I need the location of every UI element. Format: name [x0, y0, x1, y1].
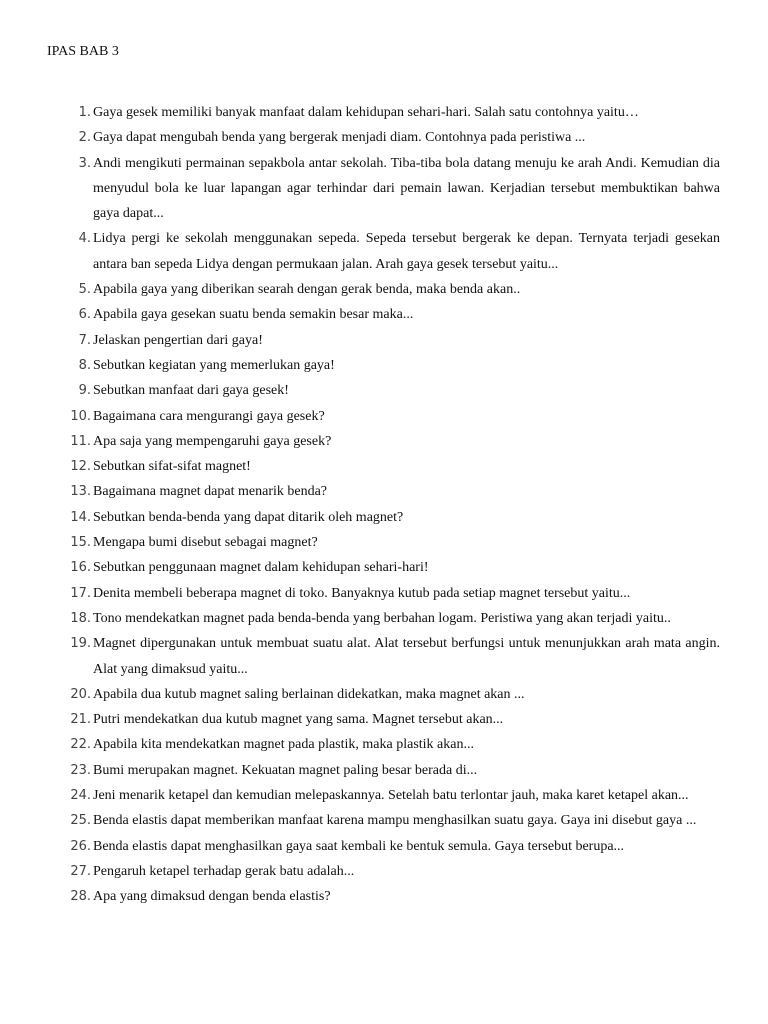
question-text: Bagaimana magnet dapat menarik benda? — [93, 484, 328, 500]
question-text: Sebutkan manfaat dari gaya gesek! — [93, 383, 289, 399]
question-number: 4. — [78, 231, 91, 247]
question-number: 28. — [70, 889, 91, 905]
question-number: 3. — [78, 155, 91, 171]
question-number: 20. — [70, 686, 91, 702]
question-item — [60, 631, 720, 682]
question-item — [60, 884, 720, 909]
question-text: Sebutkan benda-benda yang dapat ditarik oleh magnet? — [93, 509, 404, 525]
question-list — [60, 100, 720, 910]
question-text: Sebutkan penggunaan magnet dalam kehidupan sehari-hari! — [93, 560, 429, 576]
question-number: 25. — [70, 813, 91, 829]
question-text: Tono mendekatkan magnet pada benda-benda yang berbahan logam. Peristiwa yang akan terjadi yaitu.. — [93, 610, 671, 626]
question-item — [60, 530, 720, 555]
question-item — [60, 707, 720, 732]
question-item — [60, 479, 720, 504]
question-number: 10. — [70, 408, 91, 424]
question-number: 16. — [70, 560, 91, 576]
question-number: 8. — [78, 357, 91, 373]
question-text: Mengapa bumi disebut sebagai magnet? — [93, 535, 318, 551]
question-item — [60, 505, 720, 530]
question-number: 12. — [70, 459, 91, 475]
question-item — [60, 328, 720, 353]
question-number: 23. — [70, 762, 91, 778]
question-text: Jelaskan pengertian dari gaya! — [93, 332, 263, 348]
question-text: Apa yang dimaksud dengan benda elastis? — [93, 889, 331, 905]
question-number: 24. — [70, 788, 91, 804]
question-item — [60, 581, 720, 606]
question-item — [60, 682, 720, 707]
question-text: Pengaruh ketapel terhadap gerak batu adalah... — [93, 863, 355, 879]
question-number: 9. — [78, 383, 91, 399]
question-number: 18. — [70, 610, 91, 626]
question-text: Gaya dapat mengubah benda yang bergerak menjadi diam. Contohnya pada peristiwa ... — [93, 130, 586, 146]
question-text: Apabila kita mendekatkan magnet pada plastik, maka plastik akan... — [93, 737, 474, 753]
question-number: 6. — [78, 307, 91, 323]
question-number: 14. — [70, 509, 91, 525]
question-text: Bagaimana cara mengurangi gaya gesek? — [93, 408, 325, 424]
question-item — [60, 277, 720, 302]
question-number: 2. — [78, 130, 91, 146]
question-item — [60, 302, 720, 327]
question-item — [60, 834, 720, 859]
question-text: Apabila dua kutub magnet saling berlainan didekatkan, maka magnet akan ... — [93, 686, 525, 702]
question-text: Denita membeli beberapa magnet di toko. Banyaknya kutub pada setiap magnet tersebut yaitu... — [93, 585, 631, 601]
question-number: 26. — [70, 838, 91, 854]
question-number: 19. — [70, 636, 91, 652]
question-text: Magnet dipergunakan untuk membuat suatu alat. Alat tersebut berfungsi untuk menunjukkan arah mata angin. Alat yang dimaksud yaitu... — [93, 636, 720, 677]
question-number: 13. — [70, 484, 91, 500]
question-item — [60, 226, 720, 277]
question-number: 1. — [78, 105, 91, 120]
question-number: 21. — [70, 712, 91, 728]
question-text: Gaya gesek memiliki banyak manfaat dalam kehidupan sehari-hari. Salah satu contohnya yaitu… — [93, 105, 639, 120]
question-item — [60, 378, 720, 403]
question-text: Benda elastis dapat menghasilkan gaya saat kembali ke bentuk semula. Gaya tersebut berupa... — [93, 838, 625, 854]
document-title: IPAS BAB 3 — [47, 44, 119, 59]
question-number: 7. — [78, 332, 91, 348]
question-item — [60, 125, 720, 150]
question-number: 17. — [70, 585, 91, 601]
question-text: Apabila gaya yang diberikan searah dengan gerak benda, maka benda akan.. — [93, 282, 521, 298]
question-item — [60, 859, 720, 884]
question-item — [60, 404, 720, 429]
question-text: Benda elastis dapat memberikan manfaat karena mampu menghasilkan suatu gaya. Gaya ini disebut gaya ... — [93, 813, 697, 829]
question-item — [60, 758, 720, 783]
question-number: 27. — [70, 863, 91, 879]
question-text: Jeni menarik ketapel dan kemudian melepaskannya. Setelah batu terlontar jauh, maka karet ketapel akan... — [93, 788, 689, 804]
question-number: 22. — [70, 737, 91, 753]
question-item — [60, 353, 720, 378]
question-item — [60, 808, 720, 833]
question-item — [60, 783, 720, 808]
question-number: 11. — [70, 433, 91, 449]
question-item — [60, 151, 720, 227]
question-item — [60, 555, 720, 580]
question-text: Lidya pergi ke sekolah menggunakan sepeda. Sepeda tersebut bergerak ke depan. Ternyata terjadi gesekan antara ban sepeda Lidya dengan permukaan jalan. Arah gaya gesek tersebut yaitu... — [93, 231, 720, 272]
question-number: 15. — [70, 535, 91, 551]
question-text: Apa saja yang mempengaruhi gaya gesek? — [93, 433, 332, 449]
question-text: Bumi merupakan magnet. Kekuatan magnet paling besar berada di... — [93, 762, 478, 778]
question-text: Putri mendekatkan dua kutub magnet yang sama. Magnet tersebut akan... — [93, 712, 504, 728]
question-text: Sebutkan kegiatan yang memerlukan gaya! — [93, 357, 335, 373]
question-text: Apabila gaya gesekan suatu benda semakin besar maka... — [93, 307, 414, 323]
question-item — [60, 100, 720, 125]
question-item — [60, 454, 720, 479]
question-text: Andi mengikuti permainan sepakbola antar sekolah. Tiba-tiba bola datang menuju ke arah Andi. Kemudian dia menyudul bola ke luar lapangan agar terhindar dari pemain lawan. Kerjadian tersebut membuktikan bahwa gaya dapat... — [93, 155, 720, 222]
question-number: 5. — [78, 282, 91, 298]
question-item — [60, 606, 720, 631]
question-item — [60, 732, 720, 757]
question-text: Sebutkan sifat-sifat magnet! — [93, 459, 251, 475]
question-item — [60, 429, 720, 454]
